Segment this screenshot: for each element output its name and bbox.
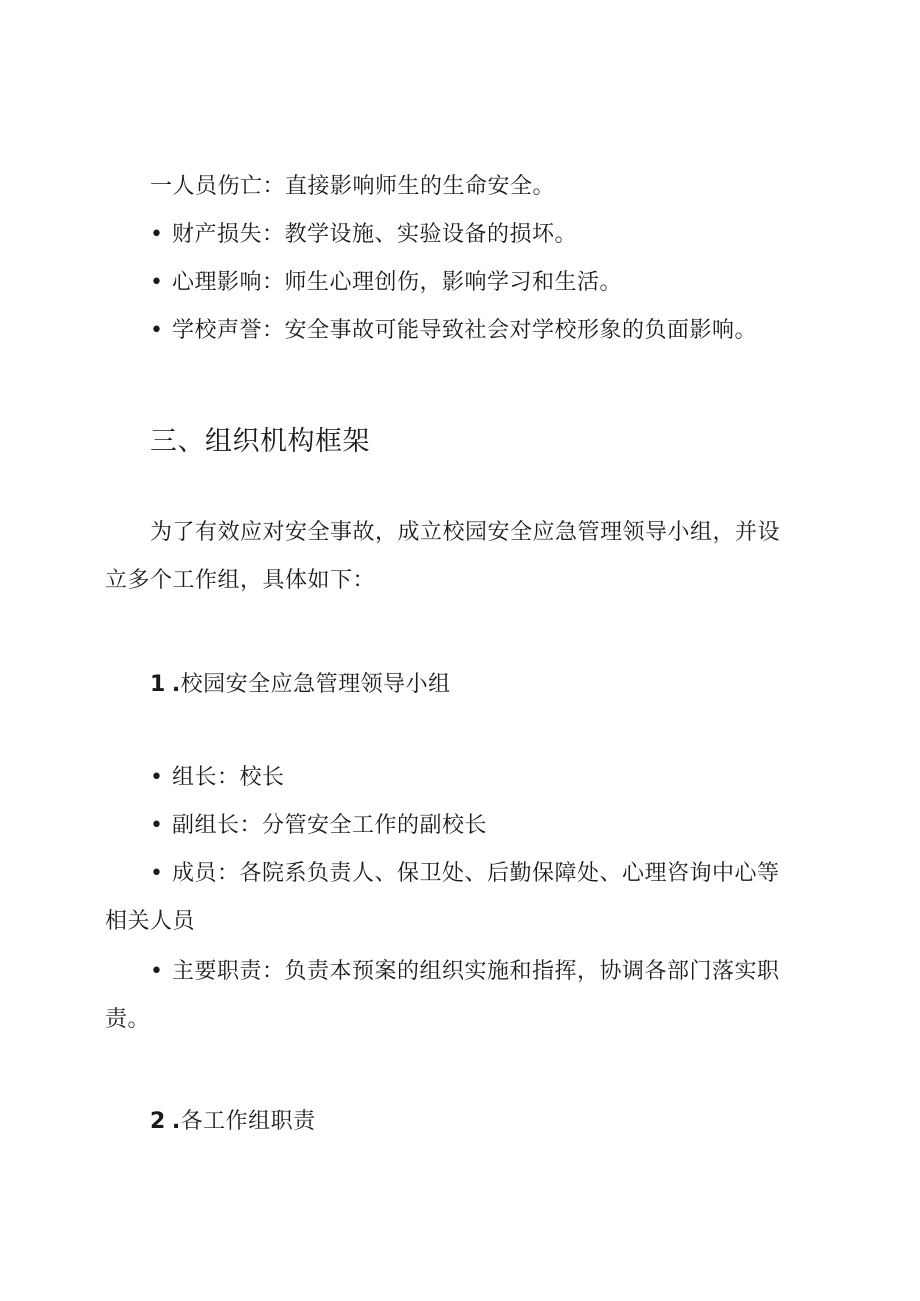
member-leader (150, 763, 285, 793)
bullet-icon: • (150, 861, 164, 886)
bullet-icon: • (150, 765, 164, 790)
bullet-icon: • (150, 270, 164, 295)
member-members (150, 859, 780, 889)
subheading-dot: . (171, 1109, 181, 1134)
impact-text: 学校声誉：安全事故可能导致社会对学校形象的负面影响。 (172, 318, 758, 343)
subheading-title: 各工作组职责 (180, 1109, 316, 1134)
member-text: 相关人员 (105, 909, 196, 934)
impact-item-reputation (150, 316, 757, 346)
member-text: 组长：校长 (172, 765, 285, 790)
subheading-1 (150, 670, 451, 700)
subheading-dot: . (171, 672, 181, 697)
intro-line-1: 为了有效应对安全事故，成立校园安全应急管理领导小组，并设 (150, 520, 781, 545)
subheading-number: 1 (150, 672, 166, 697)
member-text: 主要职责：负责本预案的组织实施和指挥，协调各部门落实职 (172, 959, 780, 984)
member-deputy (150, 811, 487, 841)
subheading-2 (150, 1107, 316, 1137)
member-text: 责。 (105, 1007, 151, 1032)
section-heading: 三、组织机构框架 (150, 426, 370, 457)
member-text: 副组长：分管安全工作的副校长 (172, 813, 488, 838)
impact-item-psychological (150, 268, 622, 298)
member-duties-continued (105, 1005, 150, 1035)
member-text: 成员：各院系负责人、保卫处、后勤保障处、心理咨询中心等 (172, 861, 780, 886)
bullet-icon: • (150, 959, 164, 984)
subheading-number: 2 (150, 1109, 166, 1134)
member-duties (150, 957, 780, 987)
impact-item-casualties (150, 172, 555, 202)
impact-text: 财产损失：教学设施、实验设备的损坏。 (172, 222, 578, 247)
bullet-icon: • (150, 222, 164, 247)
member-members-continued (105, 907, 195, 937)
impact-item-property (150, 220, 577, 250)
bullet-icon: • (150, 318, 164, 343)
subheading-title: 校园安全应急管理领导小组 (180, 672, 451, 697)
impact-prefix: 一 (150, 174, 173, 199)
impact-text: 心理影响：师生心理创伤，影响学习和生活。 (172, 270, 623, 295)
intro-line-2: 立多个工作组，具体如下： (105, 568, 376, 593)
bullet-icon: • (150, 813, 164, 838)
impact-text: 人员伤亡：直接影响师生的生命安全。 (172, 174, 556, 199)
